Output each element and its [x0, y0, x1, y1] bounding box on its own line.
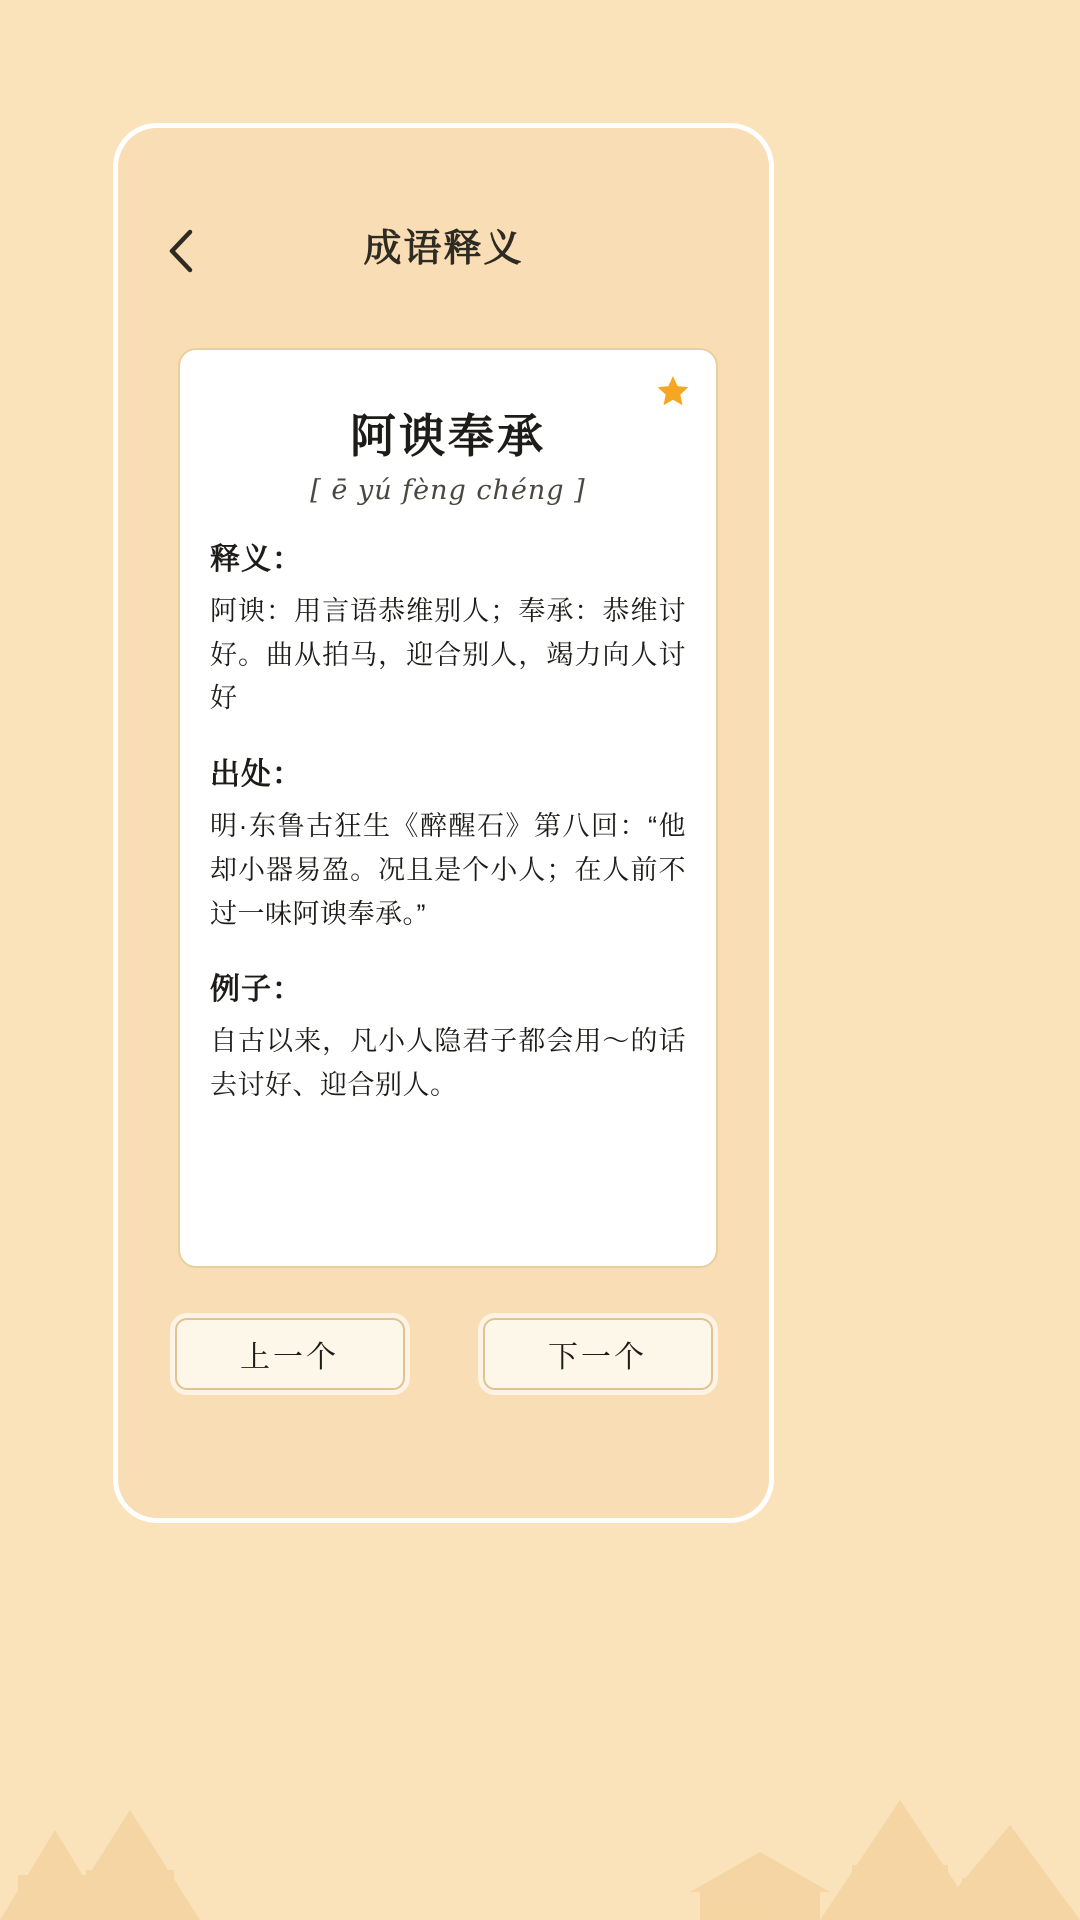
section-body: 自古以来，凡小人隐君子都会用～的话去讨好、迎合别人。	[210, 1026, 686, 1101]
idiom-card	[178, 348, 718, 1268]
next-button[interactable]: 下一个	[483, 1318, 713, 1390]
star-icon[interactable]	[656, 374, 690, 408]
section-label: 例子：	[210, 973, 303, 1007]
app-header	[118, 218, 769, 288]
page-title: 成语释义	[363, 228, 524, 270]
app-panel	[113, 123, 774, 1523]
section-body: 阿谀：用言语恭维别人；奉承：恭维讨好。曲从拍马，迎合别人，竭力向人讨好	[210, 595, 686, 714]
section-label: 出处：	[210, 758, 303, 792]
section-source	[210, 749, 686, 936]
section-label: 释义：	[210, 542, 303, 576]
navigation-buttons	[118, 1318, 769, 1390]
section-definition	[210, 534, 686, 721]
idiom-title: 阿谀奉承	[350, 410, 546, 462]
section-body: 明·东鲁古狂生《醉醒石》第八回：“他却小器易盈。况且是个小人；在人前不过一味阿谀奉承。”	[210, 811, 686, 929]
previous-button[interactable]: 上一个	[175, 1318, 405, 1390]
background-decoration	[0, 1660, 1080, 1920]
section-example	[210, 964, 686, 1107]
idiom-pinyin: [ ē yú fèng chéng ]	[310, 474, 586, 506]
